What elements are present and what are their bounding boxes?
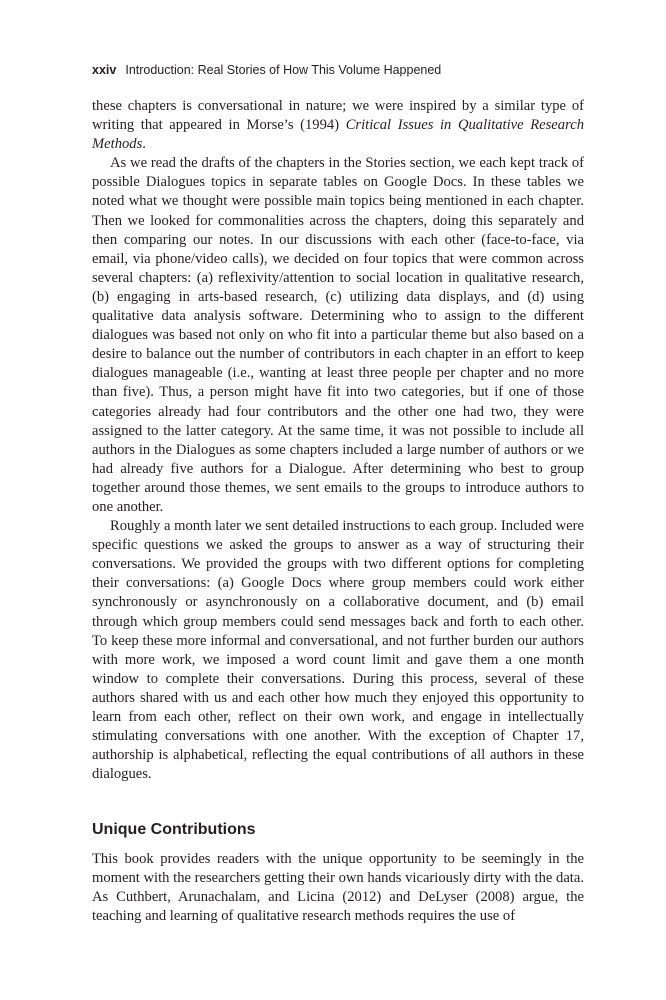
paragraph-continued (92, 97, 584, 154)
running-head-title: Introduction: Real Stories of How This Volume Happened (125, 63, 442, 77)
paragraph-dialogues-topics: As we read the drafts of the chapters in the Stories section, we each kept track of possible Dialogues topics in separate tables on Google Docs. In these tables we noted what we thought were possible main topics being mentioned in each chapter. Then we looked for commonalities across the chapters, doing this separately and then comparing our notes. In our discussions with each other (face-to-face, via email, via phone/video calls), we decided on four topics that were common across several chapters: (a) reflexivity/attention to social location in qualitative research, (b) engaging in arts-based research, (c) utilizing data displays, and (d) using qualitative data analysis software. Determining who to assign to the different dialogues was based not only on who fit into a particular theme but also based on a desire to balance out the number of contributors in each chapter in an effort to keep dialogues manageable (i.e., wanting at least three people per chapter and no more than five). Thus, a person might have fit into two categories, but if one of those categories already had four contributors and the other one had two, they were assigned to the latter category. At the same time, it was not possible to include all authors in the Dialogues as some chapters included a large number of authors or we had already five authors for a Dialogue. After determining who best to group together around those themes, we sent emails to the groups to introduce authors to one another. (92, 155, 584, 515)
section-body-text (92, 850, 584, 926)
paragraph-text-end: . (142, 136, 146, 153)
page-number: xxiv (92, 63, 117, 77)
paragraph-text: these chapters is conversational in nature; we were inspired by a similar type of writing that appeared in Morse’s (1994) (92, 98, 584, 134)
section-heading: Unique Contributions (92, 821, 256, 838)
paragraph-unique-contributions: This book provides readers with the unique opportunity to be seemingly in the moment with the researchers getting their own hands vicariously dirty with the data. As Cuthbert, Arunachalam, and Licina (2012) and DeLyser (2008) argue, the teaching and learning of qualitative research methods requires the use of (92, 851, 584, 925)
paragraph-instructions: Roughly a month later we sent detailed instructions to each group. Included were specific questions we asked the groups to answer as a way of structuring their conversations. We provided the groups with two different options for completing their conversations: (a) Google Docs where group members could work either synchronously or asynchronously on a collaborative document, and (b) email through which group members could send messages back and forth to each other. To keep these more informal and conversational, and not further burden our authors with more work, we imposed a word count limit and gave them a one month window to complete their conversations. During this process, several of these authors shared with us and each other how much they enjoyed this opportunity to learn from each other, reflect on their own work, and engage in intellectually stimulating conversations with one another. With the exception of Chapter 17, authorship is alphabetical, reflecting the equal contributions of all authors in these dialogues. (92, 518, 584, 783)
body-text (92, 97, 584, 784)
book-title-italic: Critical Issues in Qualitative Research Methods (92, 117, 584, 153)
running-head (92, 62, 592, 78)
